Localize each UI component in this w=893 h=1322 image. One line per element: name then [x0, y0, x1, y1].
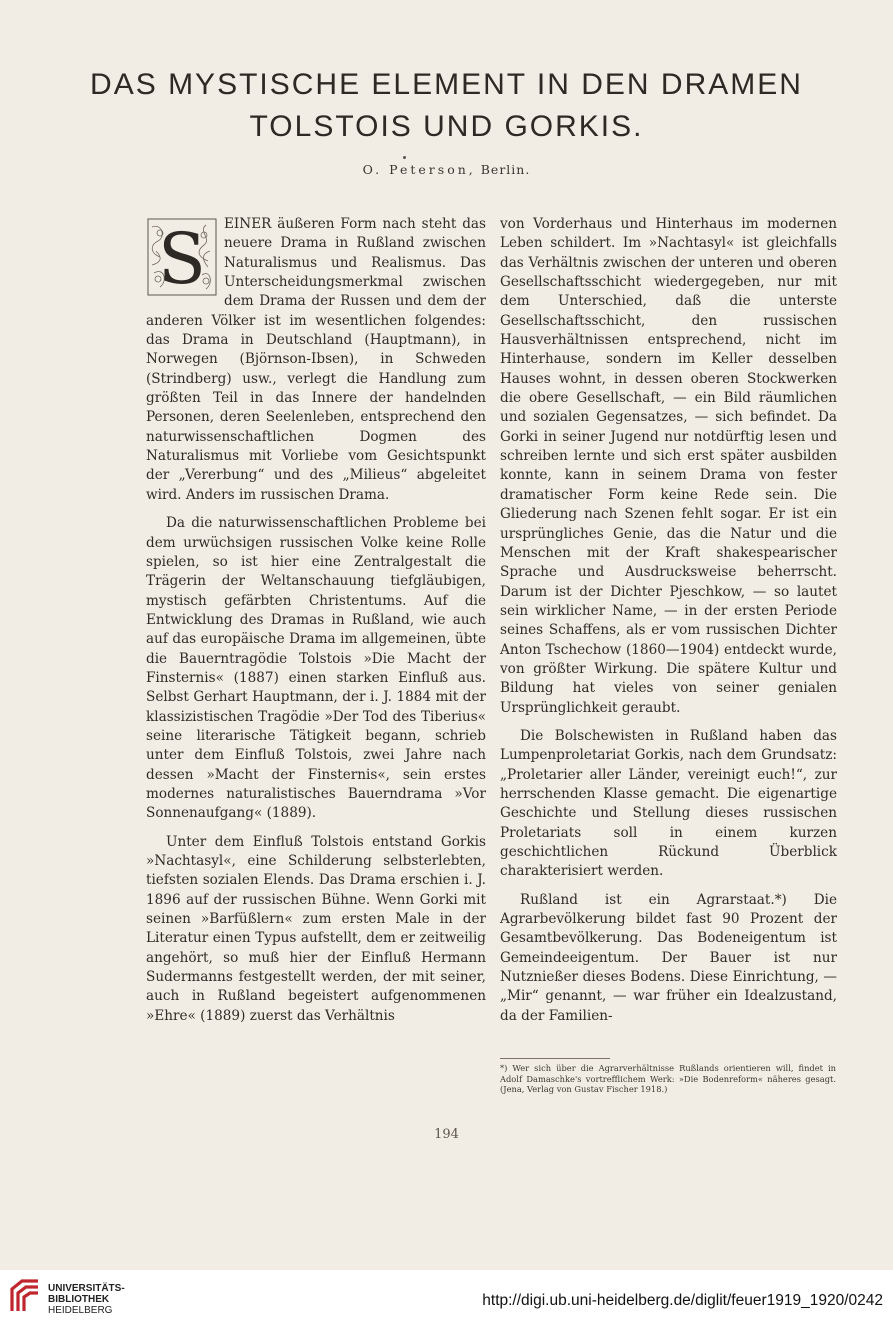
footnote: *) Wer sich über die Agrarverhältnisse Rußlands orientieren will, findet in Adolf Damaschke's vortrefflichem Werk: »Die Bodenreform« näheres gesagt. (Jena, Verlag von Gustav Fischer 1918.): [500, 1063, 836, 1094]
ornamental-initial: [146, 217, 218, 297]
title-line-2: TOLSTOIS UND GORKIS.: [249, 110, 644, 143]
library-name: [48, 1283, 125, 1316]
paragraph-1: [146, 215, 486, 505]
right-column: [500, 215, 837, 1026]
left-column: [146, 215, 486, 1026]
page-number: 194: [434, 1127, 459, 1142]
author-name: O. Peterson,: [362, 162, 476, 177]
title-line-1: DAS MYSTISCHE ELEMENT IN DEN DRAMEN: [90, 68, 803, 101]
paragraph-1-text: EINER äußeren Form nach steht das neuere Drama in Rußland zwischen Naturalismus und Realismus. Das Unterscheidungsmerkmal zwischen dem Drama der Russen und dem der anderen Völker ist im wesentlichen folgendes: das Drama in Deutschland (Hauptmann), in Norwegen (Björnson-Ibsen), in Schweden (Strindberg) usw., verlegt die Handlung zum größten Teil in das Innere der handelnden Personen, deren Seelenleben, entsprechend den naturwissenschaftlichen Dogmen des Naturalismus mit Vorliebe vom Gesichtspunkt der „Vererbung“ und des „Milieus“ abgeleitet wird. Anders im russischen Drama.: [146, 216, 486, 503]
paragraph-4: von Vorderhaus und Hinterhaus im modernen Leben schildert. Im »Nachtasyl« ist gleichfalls das Verhältnis zwischen der unteren und oberen Gesellschaftsschicht wiedergegeben, nur mit dem Unterschied, daß die unterste Gesellschaftsschicht, den russischen Hausverhältnissen entsprechend, nicht im Hinterhause, sondern im Keller desselben Hauses wohnt, in dessen oberen Stockwerken die obere Gesellschaft, — ein Bild räumlichen und sozialen Gegensatzes, — sich befindet. Da Gorki in seiner Jugend nur notdürftig lesen und schreiben lernte und sich erst später ausbilden konnte, kann in seinem Drama von fester dramatischer Form keine Rede sein. Die Gliederung nach Szenen fehlt sogar. Er ist ein ursprüngliches Genie, das die Natur und die Menschen mit der Kraft shakespearischer Sprache und Ausdrucksweise beherrscht. Darum ist der Dichter Pjeschkow, — so lautet sein wirklicher Name, — in der ersten Periode seines Schaffens, als er vom russischen Dichter Anton Tschechow (1860—1904) entdeckt wurde, von größter Wirkung. Die spätere Kultur und Bildung hat vieles von seiner genialen Ursprünglichkeit geraubt.: [500, 216, 837, 716]
author-line: [0, 162, 893, 177]
paragraph-3: Unter dem Einfluß Tolstois entstand Gorkis »Nachtasyl«, eine Schilderung selbsterlebten, tiefsten sozialen Elends. Das Drama erschien i. J. 1896 auf der russischen Bühne. Wenn Gorki mit seinen »Barfüßlern« zum ersten Male in der Literatur einen Typus aufstellt, dem er zeitweilig angehört, so muß hier der Einfluß Hermann Sudermanns festgestellt werden, der mit seiner, auch in Rußland begeistert aufgenommenen »Ehre« (1889) zuerst das Verhältnis: [146, 833, 486, 1024]
paragraph-2: Da die naturwissenschaftlichen Probleme bei dem urwüchsigen russischen Volke keine Rolle spielen, so ist hier eine Zentralgestalt die Trägerin der Weltanschauung tiefgläubigen, mystisch gefärbten Christentums. Auf die Entwicklung des Dramas in Rußland, wie auch auf das europäische Drama im allgemeinen, übte die Bauerntragödie Tolstois »Die Macht der Finsternis« (1887) einen starken Einfluß aus. Selbst Gerhart Hauptmann, der i. J. 1884 mit der klassizistischen Tragödie »Der Tod des Tiberius« seine literarische Tätigkeit begann, schrieb unter dem Einfluß Tolstois, zwei Jahre nach dessen »Macht der Finsternis«, sein erstes modernes naturalistisches Bauerndrama »Vor Sonnenaufgang« (1889).: [146, 515, 486, 822]
decorative-dot: [403, 156, 406, 159]
footnote-divider: [500, 1058, 610, 1059]
library-logo-icon: [8, 1277, 42, 1315]
paragraph-6: Rußland ist ein Agrarstaat.*) Die Agrarbevölkerung bildet fast 90 Prozent der Gesamtbevölkerung. Das Bodeneigentum ist Gemeindeeigentum. Der Bauer ist nur Nutznießer dieses Bodens. Diese Einrichtung, — „Mir“ genannt, — war früher ein Idealzustand, da der Familien-: [500, 891, 837, 1024]
article-title: [0, 64, 893, 148]
permalink-url[interactable]: http://digi.ub.uni-heidelberg.de/diglit/feuer1919_1920/0242: [482, 1292, 883, 1309]
ornamental-initial-icon: [146, 217, 218, 297]
library-name-line-2: BIBLIOTHEK: [48, 1294, 110, 1305]
library-name-line-3: HEIDELBERG: [48, 1305, 113, 1316]
drop-cap-letter: S: [158, 218, 206, 297]
library-logo[interactable]: [8, 1277, 42, 1319]
paragraph-5: Die Bolschewisten in Rußland haben das Lumpenproletariat Gorkis, nach dem Grundsatz: „Proletarier aller Länder, vereinigt euch!“, zur herrschenden Klasse gemacht. Die eigenartige Geschichte und Stellung dieses russischen Proletariats soll in einem kurzen geschichtlichen Rückund Überblick charakterisiert werden.: [500, 727, 837, 880]
library-name-line-1: UNIVERSITÄTS-: [48, 1283, 125, 1294]
author-city: Berlin.: [480, 162, 531, 177]
